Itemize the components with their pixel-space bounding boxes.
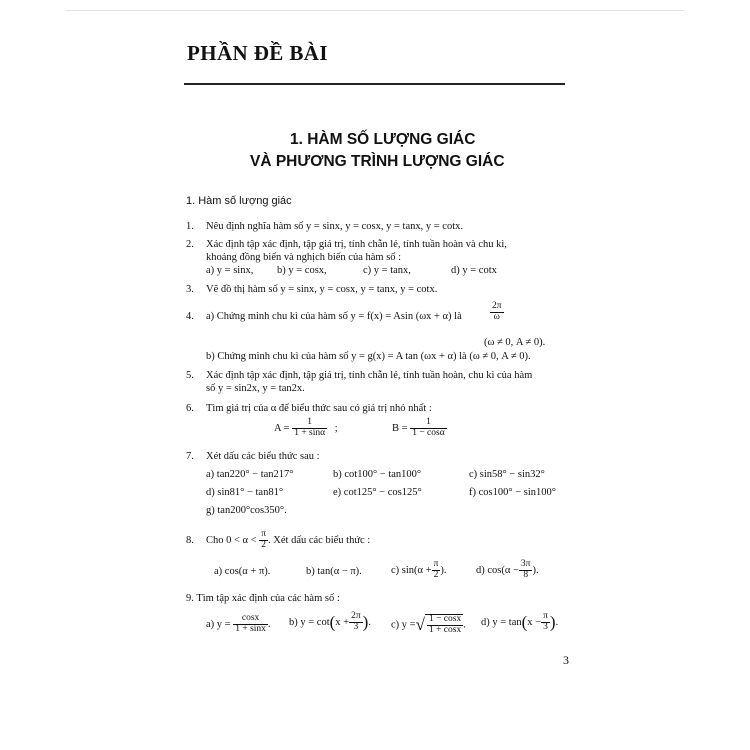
problem-9-item-b-arg: x + <box>335 616 350 628</box>
problem-9-item-a <box>206 614 271 635</box>
problem-4-number: 4. <box>186 311 194 322</box>
problem-8-item-b: b) tan(α − π). <box>306 566 362 577</box>
fraction-numerator: 1 <box>292 418 327 429</box>
problem-6-number: 6. <box>186 403 194 414</box>
problem-9-text: Tìm tập xác định của các hàm số : <box>196 593 340 604</box>
problem-2-option-c: c) y = tanx, <box>363 265 411 276</box>
fraction-numerator: 3π <box>520 559 531 569</box>
problem-9-item-c-post: . <box>463 619 466 631</box>
problem-7-text: Xét dấu các biểu thức sau : <box>206 451 320 462</box>
fraction-denominator: 1 + sinx <box>235 623 266 634</box>
problem-2-line1: Xác định tập xác định, tập giá trị, tính chẵn lẻ, tính tuần hoàn và chu kì, <box>206 239 507 250</box>
fraction-numerator: 2π <box>351 611 361 621</box>
problem-8-item-c <box>391 560 447 581</box>
fraction-numerator: cosx <box>233 614 268 625</box>
problem-2-option-a: a) y = sinx, <box>206 265 254 276</box>
problem-8-item-d-pre: d) cos(α − <box>476 564 519 576</box>
problem-9-number: 9. <box>186 593 194 604</box>
fraction-denominator: ω <box>493 311 500 322</box>
problem-4-condition: (ω ≠ 0, A ≠ 0). <box>484 337 546 348</box>
left-paren: ( <box>329 612 336 632</box>
fraction-denominator: 8 <box>523 569 529 580</box>
problem-7-item-a: a) tan220° − tan217° <box>206 469 294 480</box>
problem-7-item-b: b) cot100° − tan100° <box>333 469 422 480</box>
problem-5-line1: Xác định tập xác định, tập giá trị, tính chẵn lẻ, tính tuần hoàn, chu kì của hàm <box>206 370 533 381</box>
problem-7-item-d: d) sin81° − tan81° <box>206 487 284 498</box>
expression-B <box>392 418 447 439</box>
problem-6-text: Tìm giá trị của α để biểu thức sau có giá trị nhỏ nhất : <box>206 403 432 414</box>
problem-9-item-c-pre: c) y = <box>391 619 416 631</box>
expression-A-lhs: A = <box>274 422 290 434</box>
problem-9-heading <box>186 593 340 604</box>
header-rule <box>184 83 565 85</box>
fraction-denominator: 1 + cosx <box>428 624 462 635</box>
problem-4-part-b: b) Chứng minh chu kì của hàm số y = g(x) = A tan (ωx + α) là (ω ≠ 0, A ≠ 0). <box>206 351 531 362</box>
problem-7-item-g: g) tan200°cos350°. <box>206 505 287 516</box>
fraction-numerator: π <box>543 611 548 621</box>
chapter-title-line2: VÀ PHƯƠNG TRÌNH LƯỢNG GIÁC <box>250 153 505 170</box>
problem-2-option-b: b) y = cosx, <box>277 265 327 276</box>
problem-7-number: 7. <box>186 451 194 462</box>
problem-7-item-e: e) cot125° − cos125° <box>333 487 422 498</box>
separator: ; <box>334 422 338 434</box>
problem-1-text: Nêu định nghĩa hàm số y = sinx, y = cosx, y = tanx, y = cotx. <box>206 221 463 232</box>
fraction-denominator: 3 <box>543 621 548 632</box>
problem-9-item-b-post: . <box>368 616 371 628</box>
problem-7-item-c: c) sin58° − sin32° <box>469 469 545 480</box>
problem-8-item-d <box>476 560 539 581</box>
problem-7-item-f: f) cos100° − sin100° <box>469 487 556 498</box>
problem-8-post: . Xét dấu các biểu thức : <box>268 534 371 546</box>
problem-9-item-d <box>481 612 558 633</box>
problem-9-item-b-pre: b) y = cot <box>289 616 330 628</box>
fraction-numerator: π <box>261 529 267 539</box>
problem-9-item-d-post: . <box>555 616 559 628</box>
fraction-numerator: 1 <box>410 418 447 429</box>
problem-9-item-a-pre: a) y = <box>206 618 231 630</box>
problem-9-item-b <box>289 612 371 633</box>
expression-A <box>274 418 338 439</box>
problem-3-number: 3. <box>186 284 194 295</box>
fraction-denominator: 2 <box>261 539 266 550</box>
problem-8-item-d-post: ). <box>532 564 539 576</box>
fraction-denominator: 2 <box>433 569 439 580</box>
problem-4-part-a: a) Chứng minh chu kì của hàm số y = f(x) = Asin (ωx + α) là <box>206 311 462 322</box>
problem-9-item-d-pre: d) y = tan <box>481 616 522 628</box>
page-number: 3 <box>563 653 569 667</box>
right-paren: ) <box>549 612 556 632</box>
problem-8-text <box>206 530 370 551</box>
left-paren: ( <box>521 612 528 632</box>
problem-8-number: 8. <box>186 535 194 546</box>
fraction-numerator: π <box>433 559 439 569</box>
period-fraction <box>490 302 504 323</box>
problem-3-text: Vẽ đồ thị hàm số y = sinx, y = cosx, y = tanx, y = cotx. <box>206 284 438 295</box>
problem-9-item-d-arg: x − <box>527 616 542 628</box>
expression-B-lhs: B = <box>392 422 408 434</box>
fraction-denominator: 1 + sinα <box>294 427 326 438</box>
right-paren: ) <box>362 612 369 632</box>
problem-5-number: 5. <box>186 370 194 381</box>
subsection-title: 1. Hàm số lượng giác <box>186 195 292 207</box>
fraction-denominator: 1 − cosα <box>412 427 445 438</box>
problem-9-item-a-post: . <box>267 618 271 630</box>
fraction-denominator: 3 <box>353 621 359 632</box>
problem-5-line2: số y = sin2x, y = tan2x. <box>206 383 305 394</box>
problem-8-item-c-post: ). <box>440 564 447 576</box>
problem-1-number: 1. <box>186 221 194 232</box>
fraction-numerator: 2π <box>492 301 502 311</box>
problem-8-pre: Cho 0 < α < <box>206 534 257 546</box>
problem-8-item-c-pre: c) sin(α + <box>391 564 432 576</box>
problem-9-item-c <box>391 614 466 636</box>
problem-8-item-a: a) cos(α + π). <box>214 566 271 577</box>
sqrt-icon: √ <box>415 614 425 634</box>
section-header: PHẦN ĐỀ BÀI <box>187 41 328 65</box>
problem-2-number: 2. <box>186 239 194 250</box>
chapter-title-line1: 1. HÀM SỐ LƯỢNG GIÁC <box>290 131 476 148</box>
problem-2-option-d: d) y = cotx <box>451 265 497 276</box>
problem-2-line2: khoảng đồng biến và nghịch biến của hàm số : <box>206 252 402 263</box>
fraction-numerator: 1 − cosx <box>428 614 462 624</box>
